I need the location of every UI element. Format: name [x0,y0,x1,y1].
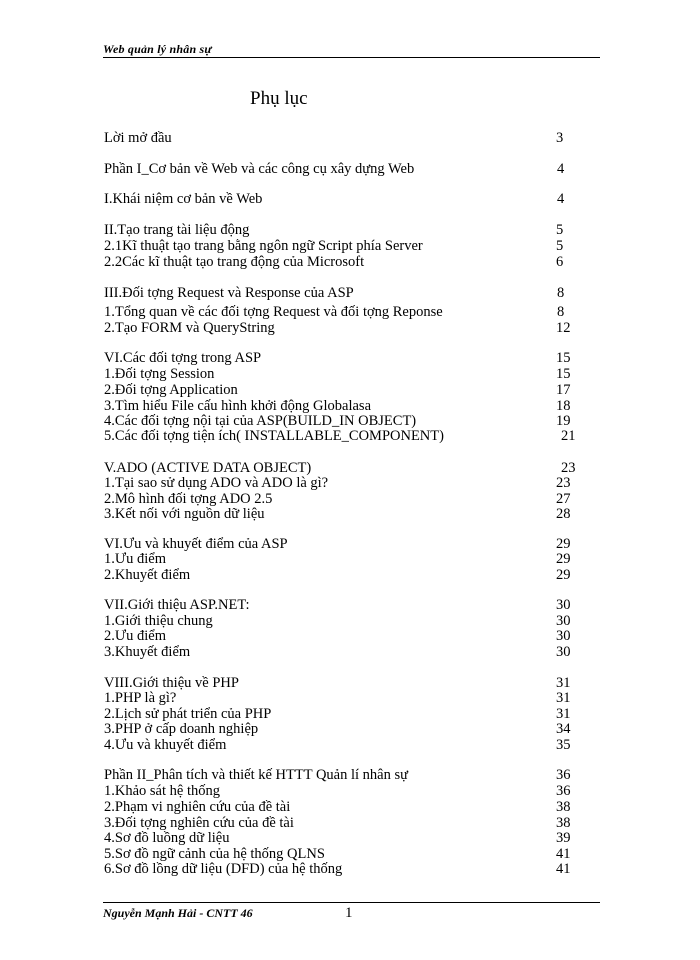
toc-entry [104,628,584,645]
toc-entry-label: 2.Mô hình đối tợng ADO 2.5 [104,491,273,507]
toc-entry-label: 5.Sơ đồ ngữ cảnh của hệ thống QLNS [104,846,325,862]
toc-entry [104,222,584,239]
toc-entry-label: 2.Lịch sử phát triển của PHP [104,706,272,722]
toc-entry-label: VIII.Giới thiệu về PHP [104,675,239,691]
toc-entry-label: VII.Giới thiệu ASP.NET: [104,597,250,613]
toc-entry-label: 2.Ưu điểm [104,628,166,644]
toc-entry-page: 4 [557,161,565,177]
toc-entry-label: 4.Ưu và khuyết điểm [104,737,227,753]
toc-entry-page: 5 [556,238,564,254]
toc-entry-page: 41 [556,861,571,877]
toc-entry-label: 4.Các đối tợng nội tại của ASP(BUILD_IN OBJECT) [104,413,417,429]
footer-page-number: 1 [345,905,353,921]
toc-entry [104,799,584,816]
toc-entry-label: 2.Tạo FORM và QueryString [104,320,275,336]
toc-entry [104,767,584,784]
toc-entry-label: III.Đối tợng Request và Response của ASP [104,285,354,301]
toc-entry [104,644,584,661]
toc-entry-label: 3.Kết nối với nguồn dữ liệu [104,506,265,522]
toc-entry-page: 23 [556,475,571,491]
toc-entry-label: 1.Khảo sát hệ thống [104,783,220,799]
toc-entry-label: V.ADO (ACTIVE DATA OBJECT) [104,460,312,476]
header-rule [103,57,600,58]
toc-entry-page: 3 [556,130,564,146]
toc-entry [104,597,584,614]
toc-entry [104,161,584,178]
toc-entry-label: Phần II_Phân tích và thiết kế HTTT Quản lí nhân sự [104,767,408,783]
toc-entry-label: Phần I_Cơ bản về Web và các công cụ xây dựng Web [104,161,415,177]
toc-entry-page: 30 [556,597,571,613]
toc-entry [104,191,584,208]
toc-entry [104,830,584,847]
toc-entry-label: 3.PHP ở cấp doanh nghiệp [104,721,259,737]
toc-entry [104,238,584,255]
toc-entry-label: Lời mở đầu [104,130,172,146]
toc-entry-page: 6 [556,254,564,270]
toc-entry [104,721,584,738]
toc-entry-label: 1.PHP là gì? [104,690,177,706]
toc-entry-page: 21 [561,428,576,444]
toc-entry-page: 15 [556,366,571,382]
toc-entry-label: 1.Ưu điểm [104,551,166,567]
toc-entry-page: 38 [556,815,571,831]
toc-entry-label: 3.Đối tợng nghiên cứu của đề tài [104,815,294,831]
toc-entry [104,861,584,878]
toc-entry-page: 39 [556,830,571,846]
footer-rule [103,902,600,903]
toc-entry-page: 15 [556,350,571,366]
toc-entry-label: 3.Tìm hiểu File cấu hình khởi động Globalasa [104,398,372,414]
toc-entry-page: 41 [556,846,571,862]
toc-entry [104,737,584,754]
toc-entry-page: 36 [556,783,571,799]
toc-entry-page: 38 [556,799,571,815]
toc-title: Phụ lục [250,88,308,109]
toc-entry-label: 1.Tổng quan về các đối tợng Request và đối tợng Reponse [104,304,443,320]
toc-entry [104,304,584,321]
toc-entry-page: 31 [556,675,571,691]
toc-entry-page: 4 [557,191,565,207]
toc-entry-page: 18 [556,398,571,414]
toc-entry-label: 2.2Các kĩ thuật tạo trang động của Microsoft [104,254,365,270]
toc-entry [104,475,584,492]
toc-entry-page: 31 [556,706,571,722]
toc-entry [104,382,584,399]
toc-entry [104,428,584,445]
toc-entry [104,783,584,800]
toc-entry-page: 35 [556,737,571,753]
toc-entry-label: 6.Sơ đồ lồng dữ liệu (DFD) của hệ thống [104,861,343,877]
toc-entry-label: 3.Khuyết điểm [104,644,191,660]
toc-entry-page: 31 [556,690,571,706]
toc-entry-label: VI.Ưu và khuyết điểm của ASP [104,536,288,552]
toc-entry-page: 8 [557,285,565,301]
toc-entry-page: 36 [556,767,571,783]
toc-entry-label: 1.Đối tợng Session [104,366,215,382]
toc-entry [104,690,584,707]
toc-entry-label: 1.Giới thiệu chung [104,613,213,629]
toc-entry [104,254,584,271]
toc-entry-page: 29 [556,551,571,567]
toc-entry-page: 23 [561,460,576,476]
toc-entry [104,567,584,584]
toc-entry-page: 12 [556,320,571,336]
toc-entry-label: 4.Sơ đồ luồng dữ liệu [104,830,230,846]
toc-entry-page: 30 [556,613,571,629]
toc-entry-page: 5 [556,222,564,238]
toc-entry [104,320,584,337]
toc-entry-label: 5.Các đối tợng tiện ích( INSTALLABLE_COMPONENT) [104,428,444,444]
toc-entry-label: VI.Các đối tợng trong ASP [104,350,262,366]
toc-entry-page: 27 [556,491,571,507]
toc-entry-label: 2.Phạm vi nghiên cứu của đề tài [104,799,291,815]
toc-entry-page: 30 [556,628,571,644]
toc-entry-label: 1.Tại sao sử dụng ADO và ADO là gì? [104,475,329,491]
toc-entry-page: 30 [556,644,571,660]
toc-entry [104,130,584,147]
toc-entry [104,285,584,302]
toc-entry-label: 2.1Kĩ thuật tạo trang bằng ngôn ngữ Script phía Server [104,238,423,254]
toc-entry [104,551,584,568]
toc-entry-page: 17 [556,382,571,398]
toc-entry-page: 29 [556,567,571,583]
toc-entry-label: I.Khái niệm cơ bản về Web [104,191,263,207]
toc-entry-page: 34 [556,721,571,737]
page-header-title: Web quản lý nhân sự [103,42,212,56]
toc-entry-label: 2.Đối tợng Application [104,382,238,398]
toc-entry [104,350,584,367]
toc-entry-page: 29 [556,536,571,552]
toc-entry [104,366,584,383]
toc-entry-page: 28 [556,506,571,522]
toc-entry [104,506,584,523]
footer-author: Nguyễn Mạnh Hải - CNTT 46 [103,906,253,920]
toc-entry-page: 8 [557,304,565,320]
toc-entry-page: 19 [556,413,571,429]
toc-entry-label: II.Tạo trang tài liệu động [104,222,250,238]
toc-entry-label: 2.Khuyết điểm [104,567,191,583]
